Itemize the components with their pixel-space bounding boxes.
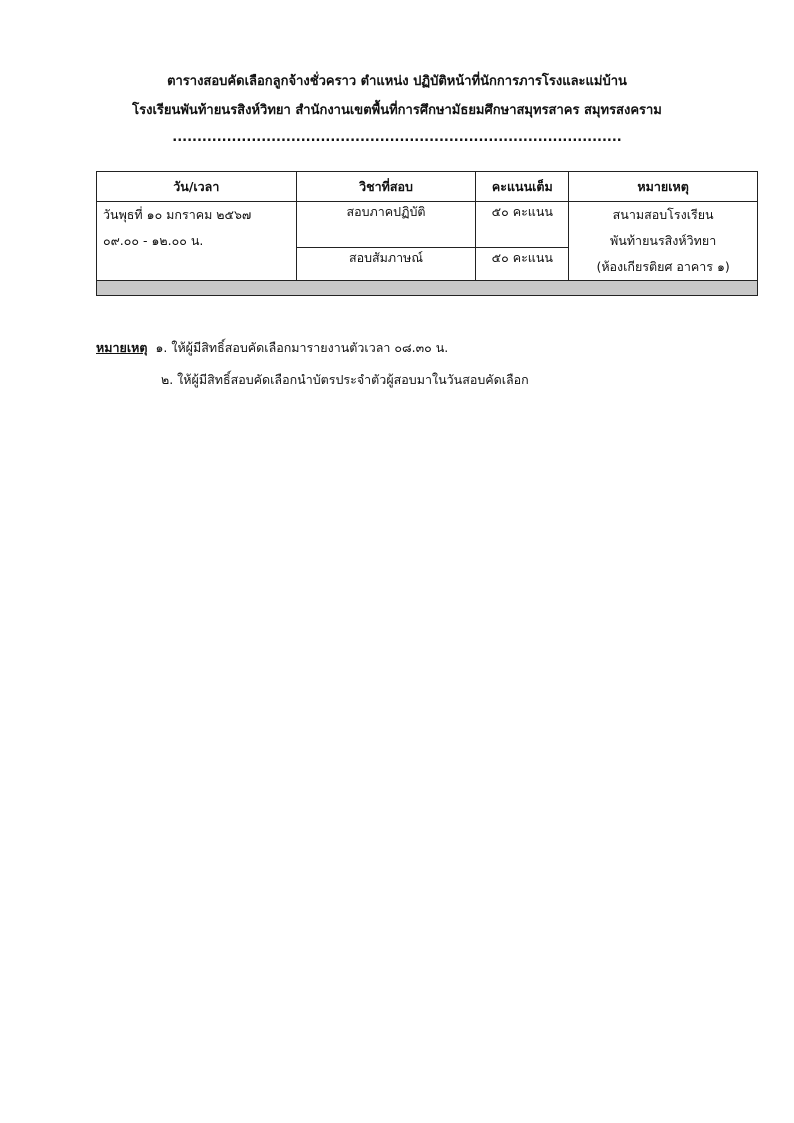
header-subject: วิชาที่สอบ — [296, 172, 476, 202]
subject-cell: สอบสัมภาษณ์ — [296, 247, 476, 280]
score-cell: ๕๐ คะแนน — [476, 202, 569, 248]
note-text: ๑. ให้ผู้มีสิทธิ์สอบคัดเลือกมารายงานตัวเวลา ๐๘.๓๐ น. — [155, 340, 449, 355]
remark-line: สนามสอบโรงเรียน — [612, 207, 714, 222]
header-date-time: วัน/เวลา — [97, 172, 297, 202]
remark-line: พันท้ายนรสิงห์วิทยา — [610, 233, 717, 248]
table-header-row — [97, 172, 758, 202]
note-label: หมายเหตุ — [96, 340, 148, 355]
remark-cell — [569, 202, 758, 281]
shaded-footer-cell — [97, 281, 758, 296]
score-cell: ๕๐ คะแนน — [476, 247, 569, 280]
exam-schedule-table — [96, 171, 758, 296]
dotted-divider: ........................................................................................... — [172, 130, 622, 145]
document-subtitle: โรงเรียนพันท้ายนรสิงห์วิทยา สำนักงานเขตพื้นที่การศึกษามัธยมศึกษาสมุทรสาคร สมุทรสงคราม — [132, 103, 662, 118]
exam-date: วันพุธที่ ๑๐ มกราคม ๒๕๖๗ — [103, 207, 252, 222]
subject-cell: สอบภาคปฏิบัติ — [296, 202, 476, 248]
note-text: ๒. ให้ผู้มีสิทธิ์สอบคัดเลือกนำบัตรประจำตัวผู้สอบมาในวันสอบคัดเลือก — [161, 372, 529, 387]
header-full-score: คะแนนเต็ม — [476, 172, 569, 202]
header-remark: หมายเหตุ — [569, 172, 758, 202]
document-title: ตารางสอบคัดเลือกลูกจ้างชั่วคราว ตำแหน่ง ปฏิบัติหน้าที่นักการภารโรงและแม่บ้าน — [167, 74, 627, 89]
exam-time: ๐๙.๐๐ - ๑๒.๐๐ น. — [103, 233, 204, 248]
note-item — [161, 370, 529, 390]
shaded-footer-row — [97, 281, 758, 296]
exam-date-cell — [97, 202, 297, 281]
remark-line: (ห้องเกียรติยศ อาคาร ๑) — [596, 259, 730, 274]
table-row — [97, 202, 758, 248]
note-item — [96, 338, 448, 358]
